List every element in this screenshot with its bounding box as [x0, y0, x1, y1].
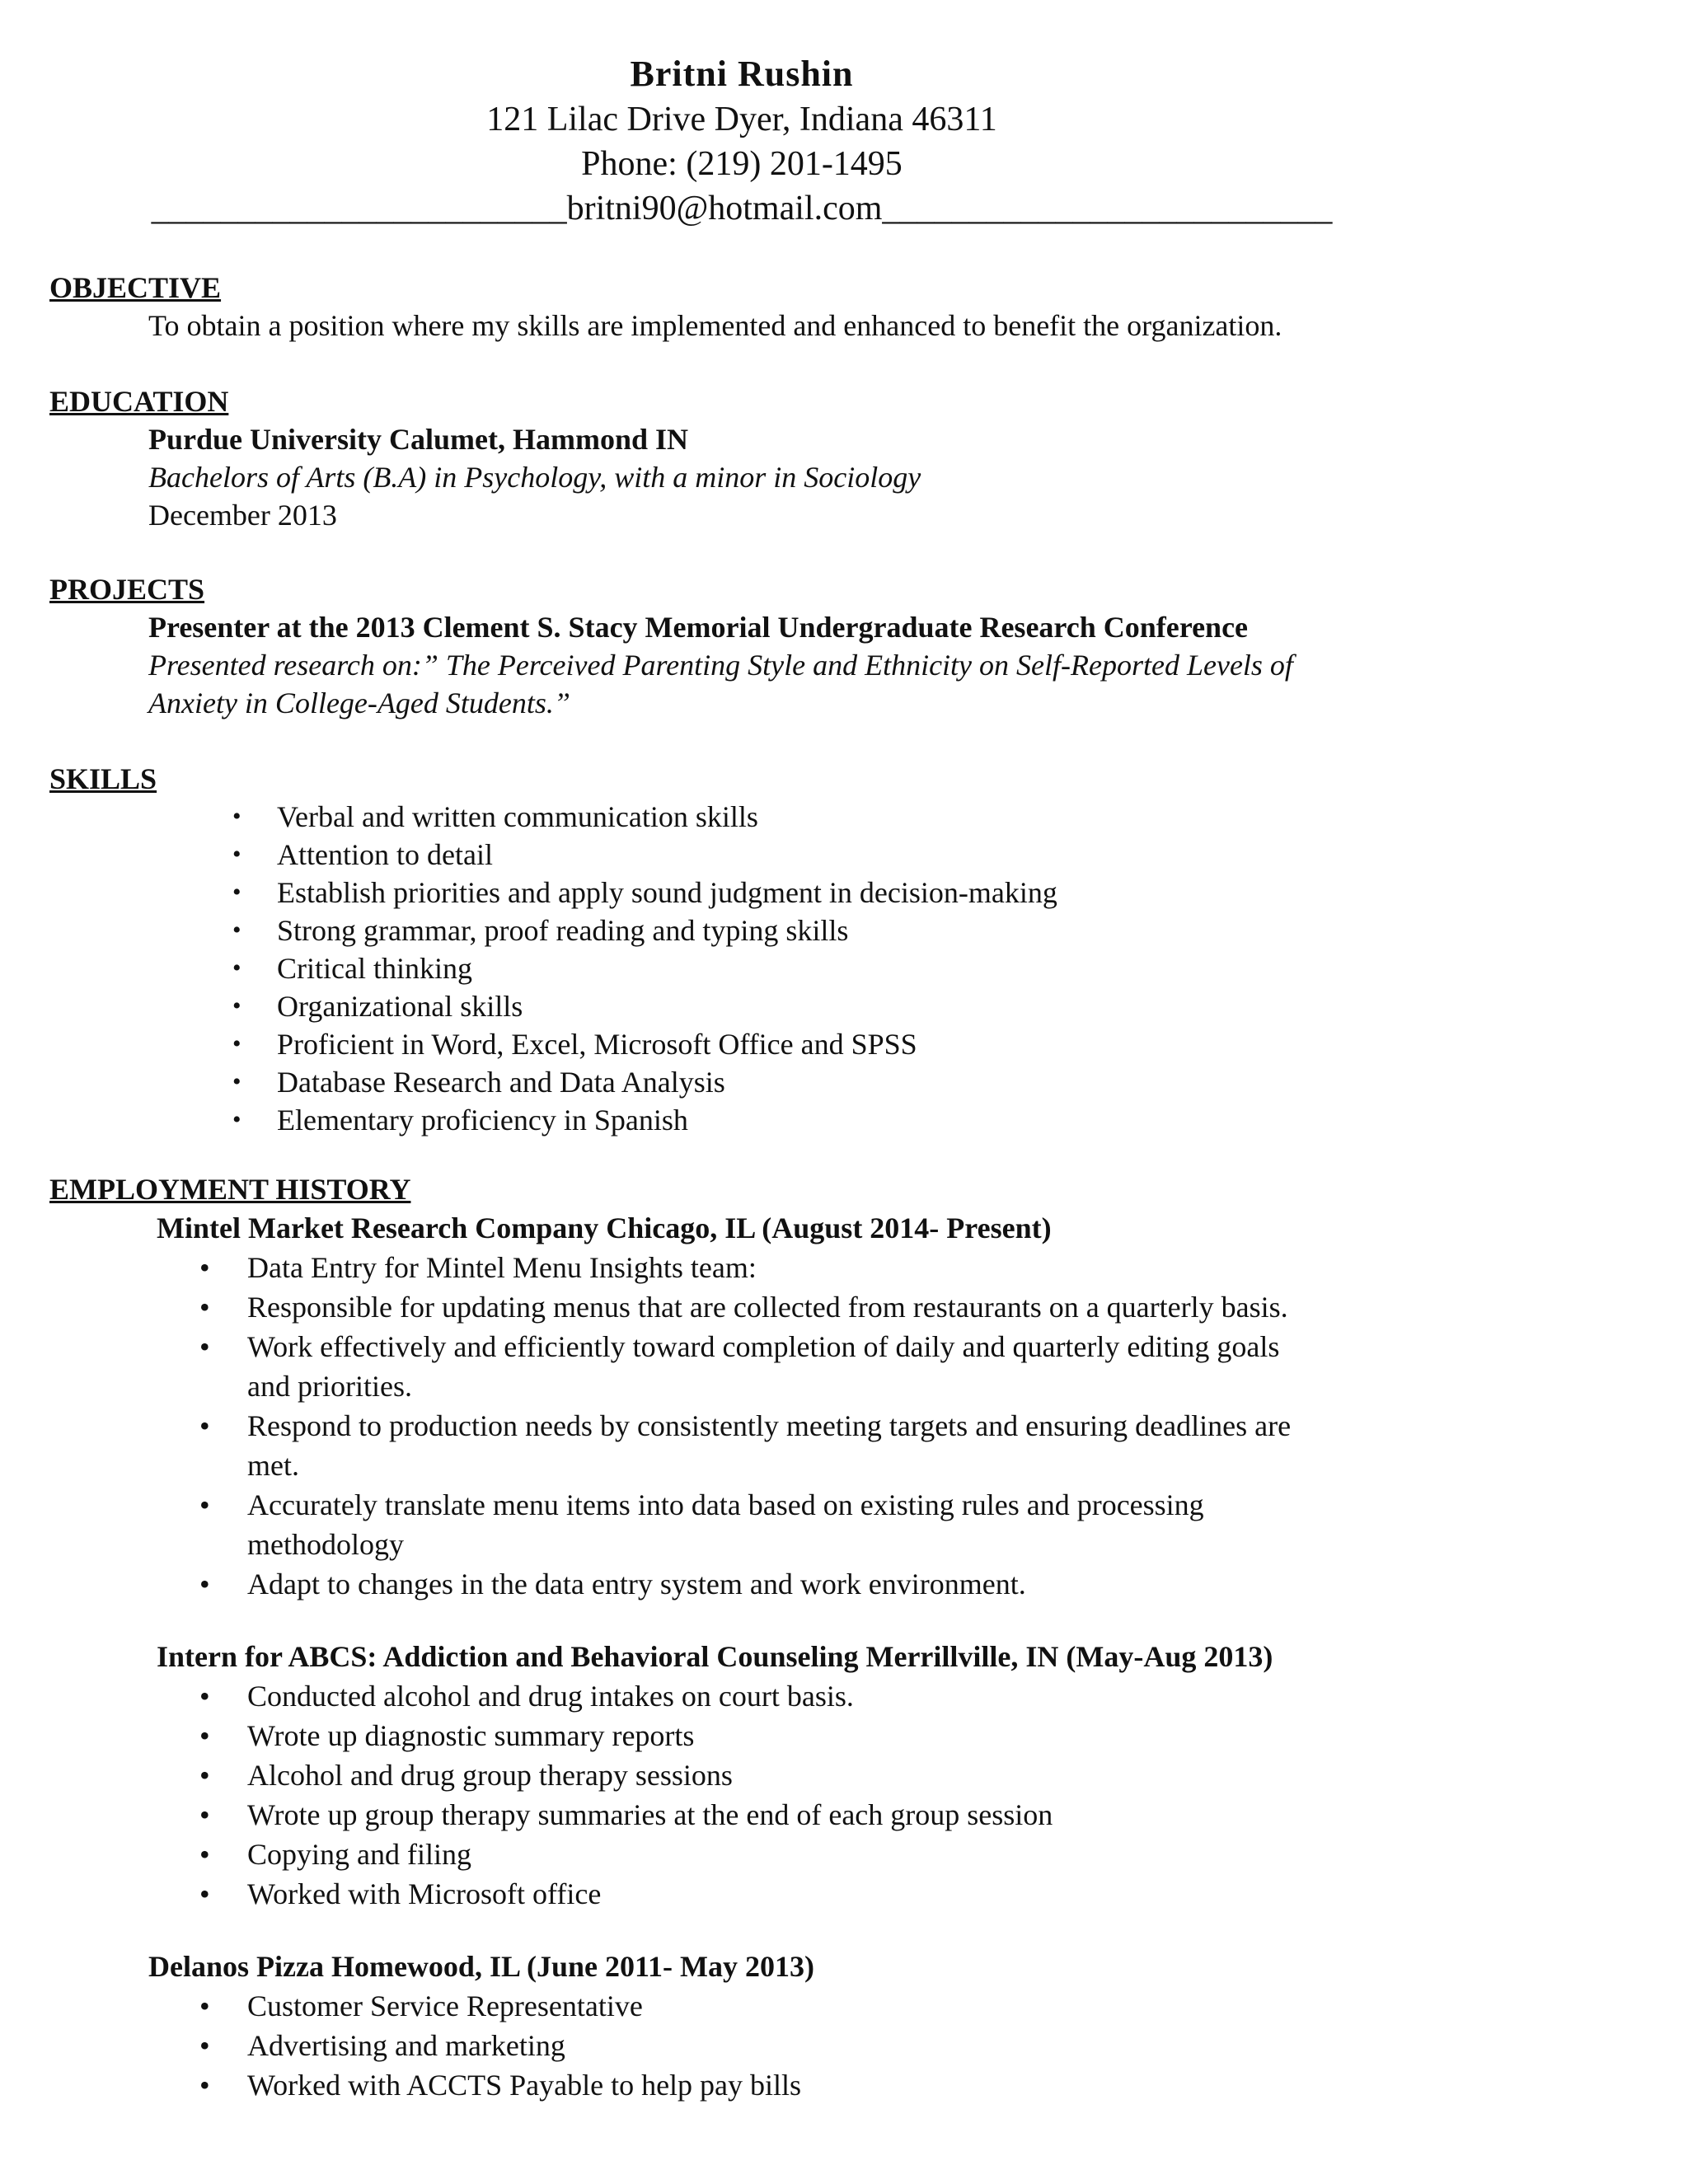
list-item: • Attention to detail — [49, 836, 1451, 874]
project-description-line1: Presented research on:” The Perceived Parenting Style and Ethnicity on Self-Reported Levels of — [148, 649, 1293, 682]
list-item: • Accurately translate menu items into data based on existing rules and processing — [49, 1485, 1451, 1525]
bullet-icon: • — [199, 1330, 210, 1363]
bullet-icon: • — [199, 1488, 210, 1521]
list-item: • Establish priorities and apply sound judgment in decision-making — [49, 874, 1451, 912]
bullet-icon: • — [199, 1251, 210, 1284]
list-item: • Responsible for updating menus that are collected from restaurants on a quarterly basis. — [49, 1287, 1451, 1327]
bullet-icon: • — [232, 1030, 241, 1057]
objective-text: To obtain a position where my skills are implemented and enhanced to benefit the organization. — [148, 309, 1282, 342]
list-item: • Conducted alcohol and drug intakes on court basis. — [49, 1676, 1451, 1716]
bullet-icon: • — [199, 1838, 210, 1871]
education-title: EDUCATION — [49, 385, 229, 418]
job-duties-abcs — [49, 1676, 1451, 1914]
list-item: • Work effectively and efficiently toward completion of daily and quarterly editing goals — [49, 1327, 1451, 1366]
list-item: • Worked with Microsoft office — [49, 1874, 1451, 1914]
address: 121 Lilac Drive Dyer, Indiana 46311 — [486, 101, 997, 138]
bullet-icon: • — [199, 1291, 210, 1324]
phone: Phone: (219) 201-1495 — [581, 145, 903, 183]
employment-title: EMPLOYMENT HISTORY — [49, 1173, 411, 1206]
list-item-continuation: methodology — [247, 1528, 404, 1561]
job-heading-mintel: Mintel Market Research Company Chicago, IL (August 2014- Present) — [157, 1212, 1052, 1244]
education-section — [49, 382, 1451, 534]
bullet-icon: • — [199, 1568, 210, 1601]
list-item: • Adapt to changes in the data entry system and work environment. — [49, 1564, 1451, 1604]
list-item: • Elementary proficiency in Spanish — [49, 1101, 1451, 1139]
bullet-icon: • — [199, 2069, 210, 2102]
job-heading-delanos: Delanos Pizza Homewood, IL (June 2011- May 2013) — [148, 1950, 814, 1983]
bullet-icon: • — [232, 954, 241, 982]
list-item: • Worked with ACCTS Payable to help pay bills — [49, 2065, 1451, 2105]
objective-section — [49, 269, 1451, 344]
list-item: • Customer Service Representative — [49, 1986, 1451, 2026]
skills-section — [49, 760, 1451, 1139]
bullet-icon: • — [199, 1877, 210, 1910]
list-item: • Database Research and Data Analysis — [49, 1063, 1451, 1101]
list-item: • Copying and filing — [49, 1835, 1451, 1874]
bullet-icon: • — [199, 1759, 210, 1792]
list-item: • Verbal and written communication skills — [49, 798, 1451, 836]
projects-section — [49, 570, 1451, 722]
list-item: • Proficient in Word, Excel, Microsoft Office and SPSS — [49, 1025, 1451, 1063]
list-item-continuation: and priorities. — [247, 1370, 412, 1403]
bullet-icon: • — [232, 992, 241, 1019]
list-item: • Advertising and marketing — [49, 2026, 1451, 2065]
list-item: • Respond to production needs by consistently meeting targets and ensuring deadlines are — [49, 1406, 1451, 1446]
candidate-name: Britni Rushin — [630, 54, 854, 94]
bullet-icon: • — [199, 1798, 210, 1831]
project-heading: Presenter at the 2013 Clement S. Stacy Memorial Undergraduate Research Conference — [148, 611, 1249, 644]
bullet-icon: • — [232, 1106, 241, 1133]
job-heading-abcs: Intern for ABCS: Addiction and Behavioral Counseling Merrillville, IN (May-Aug 2013) — [157, 1640, 1273, 1673]
bullet-icon: • — [232, 879, 241, 906]
graduation-date: December 2013 — [148, 499, 337, 532]
email: ________________________britni90@hotmail.com__________________________ — [151, 190, 1333, 227]
skills-title: SKILLS — [49, 762, 157, 795]
bullet-icon: • — [232, 803, 241, 830]
bullet-icon: • — [199, 1409, 210, 1442]
bullet-icon: • — [199, 1680, 210, 1713]
bullet-icon: • — [232, 841, 241, 868]
school-name: Purdue University Calumet, Hammond IN — [148, 423, 688, 456]
job-duties-delanos — [49, 1986, 1451, 2105]
list-item: • Wrote up group therapy summaries at the end of each group session — [49, 1795, 1451, 1835]
list-item: • Organizational skills — [49, 987, 1451, 1025]
list-item: • Strong grammar, proof reading and typing skills — [49, 912, 1451, 949]
bullet-icon: • — [232, 916, 241, 944]
list-item-continuation: met. — [247, 1449, 299, 1482]
bullet-icon: • — [199, 1990, 210, 2022]
project-description-line2: Anxiety in College-Aged Students.” — [148, 687, 570, 719]
list-item: • Alcohol and drug group therapy sessions — [49, 1755, 1451, 1795]
bullet-icon: • — [199, 2029, 210, 2062]
list-item: • Critical thinking — [49, 949, 1451, 987]
list-item: • Wrote up diagnostic summary reports — [49, 1716, 1451, 1755]
bullet-icon: • — [232, 1068, 241, 1095]
objective-title: OBJECTIVE — [49, 271, 222, 304]
bullet-icon: • — [199, 1719, 210, 1752]
list-item: • Data Entry for Mintel Menu Insights team: — [49, 1248, 1451, 1287]
job-duties-mintel — [49, 1248, 1451, 1604]
projects-title: PROJECTS — [49, 573, 205, 606]
employment-section — [49, 1170, 1451, 2105]
skills-list — [49, 798, 1451, 1139]
resume-header — [0, 51, 1484, 231]
degree: Bachelors of Arts (B.A) in Psychology, with a minor in Sociology — [148, 461, 921, 494]
